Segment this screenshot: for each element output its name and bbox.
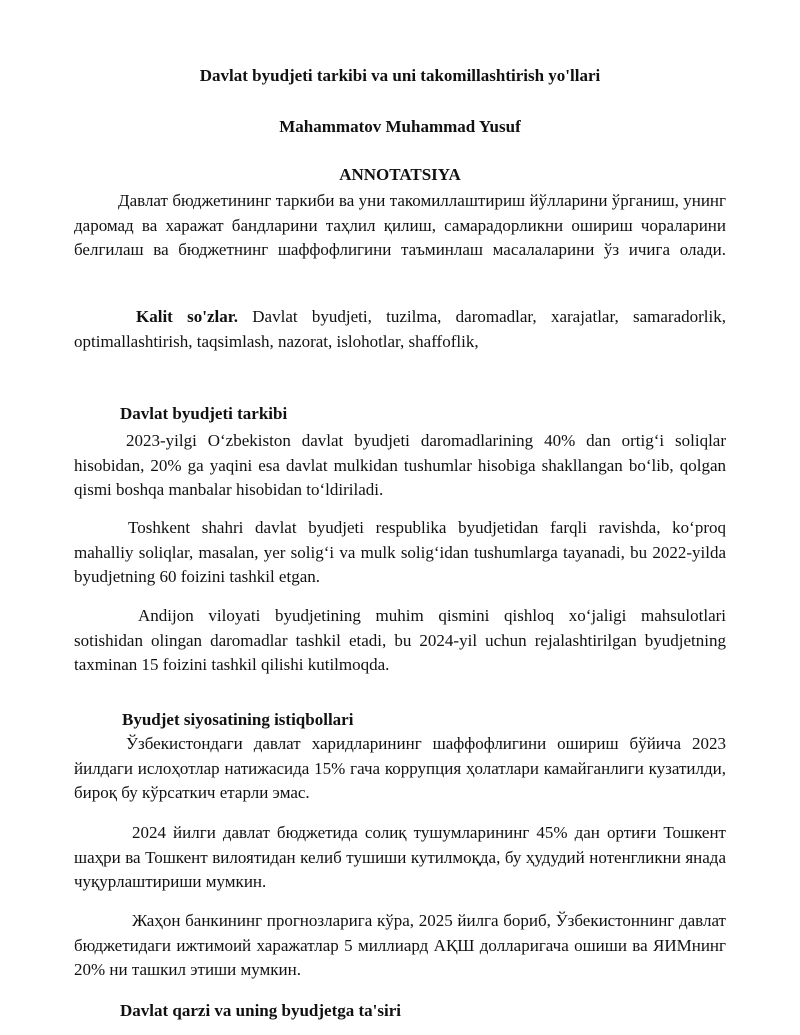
section-paragraph: 2024 йилги давлат бюджетида солиқ тушумларининг 45% дан ортиғи Тошкент шаҳри ва Тошкент вилоятидан келиб тушиши кутилмоқда, бу ҳудудий нотенгликни янада чуқурлаштириши мумкин. (74, 823, 726, 891)
keywords-label: Kalit so'zlar. (136, 307, 238, 326)
section-heading: Davlat qarzi va uning byudjetga ta'siri (120, 1001, 401, 1020)
keywords-text: Davlat byudjeti, tuzilma, daromadlar, xarajatlar, samaradorlik, optimallashtirish, taqsimlash, nazorat, islohotlar, shaffoflik, (74, 307, 726, 351)
abstract-paragraph: Давлат бюджетининг таркиби ва уни такомиллаштириш йўлларини ўрганиш, унинг даромад ва харажат бандларини таҳлил қилиш, самарадорликни ошириш чораларини белгилаш ва бюджетнинг шаффофлигини таъминлаш масалаларини ўз ичига олади. (74, 191, 726, 259)
section-heading: Byudjet siyosatining istiqbollari (122, 710, 354, 729)
section-paragraph: Ўзбекистондаги давлат харидларининг шаффофлигини ошириш бўйича 2023 йилдаги ислоҳотлар натижасида 15% гача коррупция ҳолатлари камайганлиги кузатилди, бироқ бу кўрсаткич етарли эмас. (74, 734, 726, 802)
section-paragraph: 2023-yilgi O‘zbekiston davlat byudjeti daromadlarining 40% dan ortig‘i soliqlar hisobidan, 20% ga yaqini esa davlat mulkidan tushumlar hisobiga shakllangan bo‘lib, qolgan qismi boshqa manbalar hisobidan to‘ldiriladi. (74, 431, 726, 499)
section-heading: Davlat byudjeti tarkibi (120, 404, 288, 423)
section-paragraph: Andijon viloyati byudjetining muhim qismini qishloq xo‘jaligi mahsulotlari sotishidan olingan daromadlar tashkil etadi, bu 2024-yil uchun rejalashtirilgan byudjetning taxminan 15 foizini tashkil qilishi kutilmoqda. (74, 606, 726, 674)
document-title: Davlat byudjeti tarkibi va uni takomillashtirish yo'llari (199, 66, 601, 85)
section-paragraph: Toshkent shahri davlat byudjeti respublika byudjetidan farqli ravishda, ko‘proq mahalliy soliqlar, masalan, yer solig‘i va mulk solig‘idan tushumlarga tayanadi, bu 2022-yilda byudjetning 60 foizini tashkil etgan. (74, 518, 726, 586)
author-name: Mahammatov Muhammad Yusuf (279, 117, 521, 136)
keywords-paragraph (74, 305, 726, 354)
abstract-heading: ANNOTATSIYA (339, 165, 461, 184)
section-paragraph: Жаҳон банкининг прогнозларига кўра, 2025 йилга бориб, Ўзбекистоннинг давлат бюджетидаги ижтимоий харажатлар 5 миллиард АҚШ долларигача ошиши ва ЯИМнинг 20% ни ташкил этиши мумкин. (74, 911, 726, 979)
